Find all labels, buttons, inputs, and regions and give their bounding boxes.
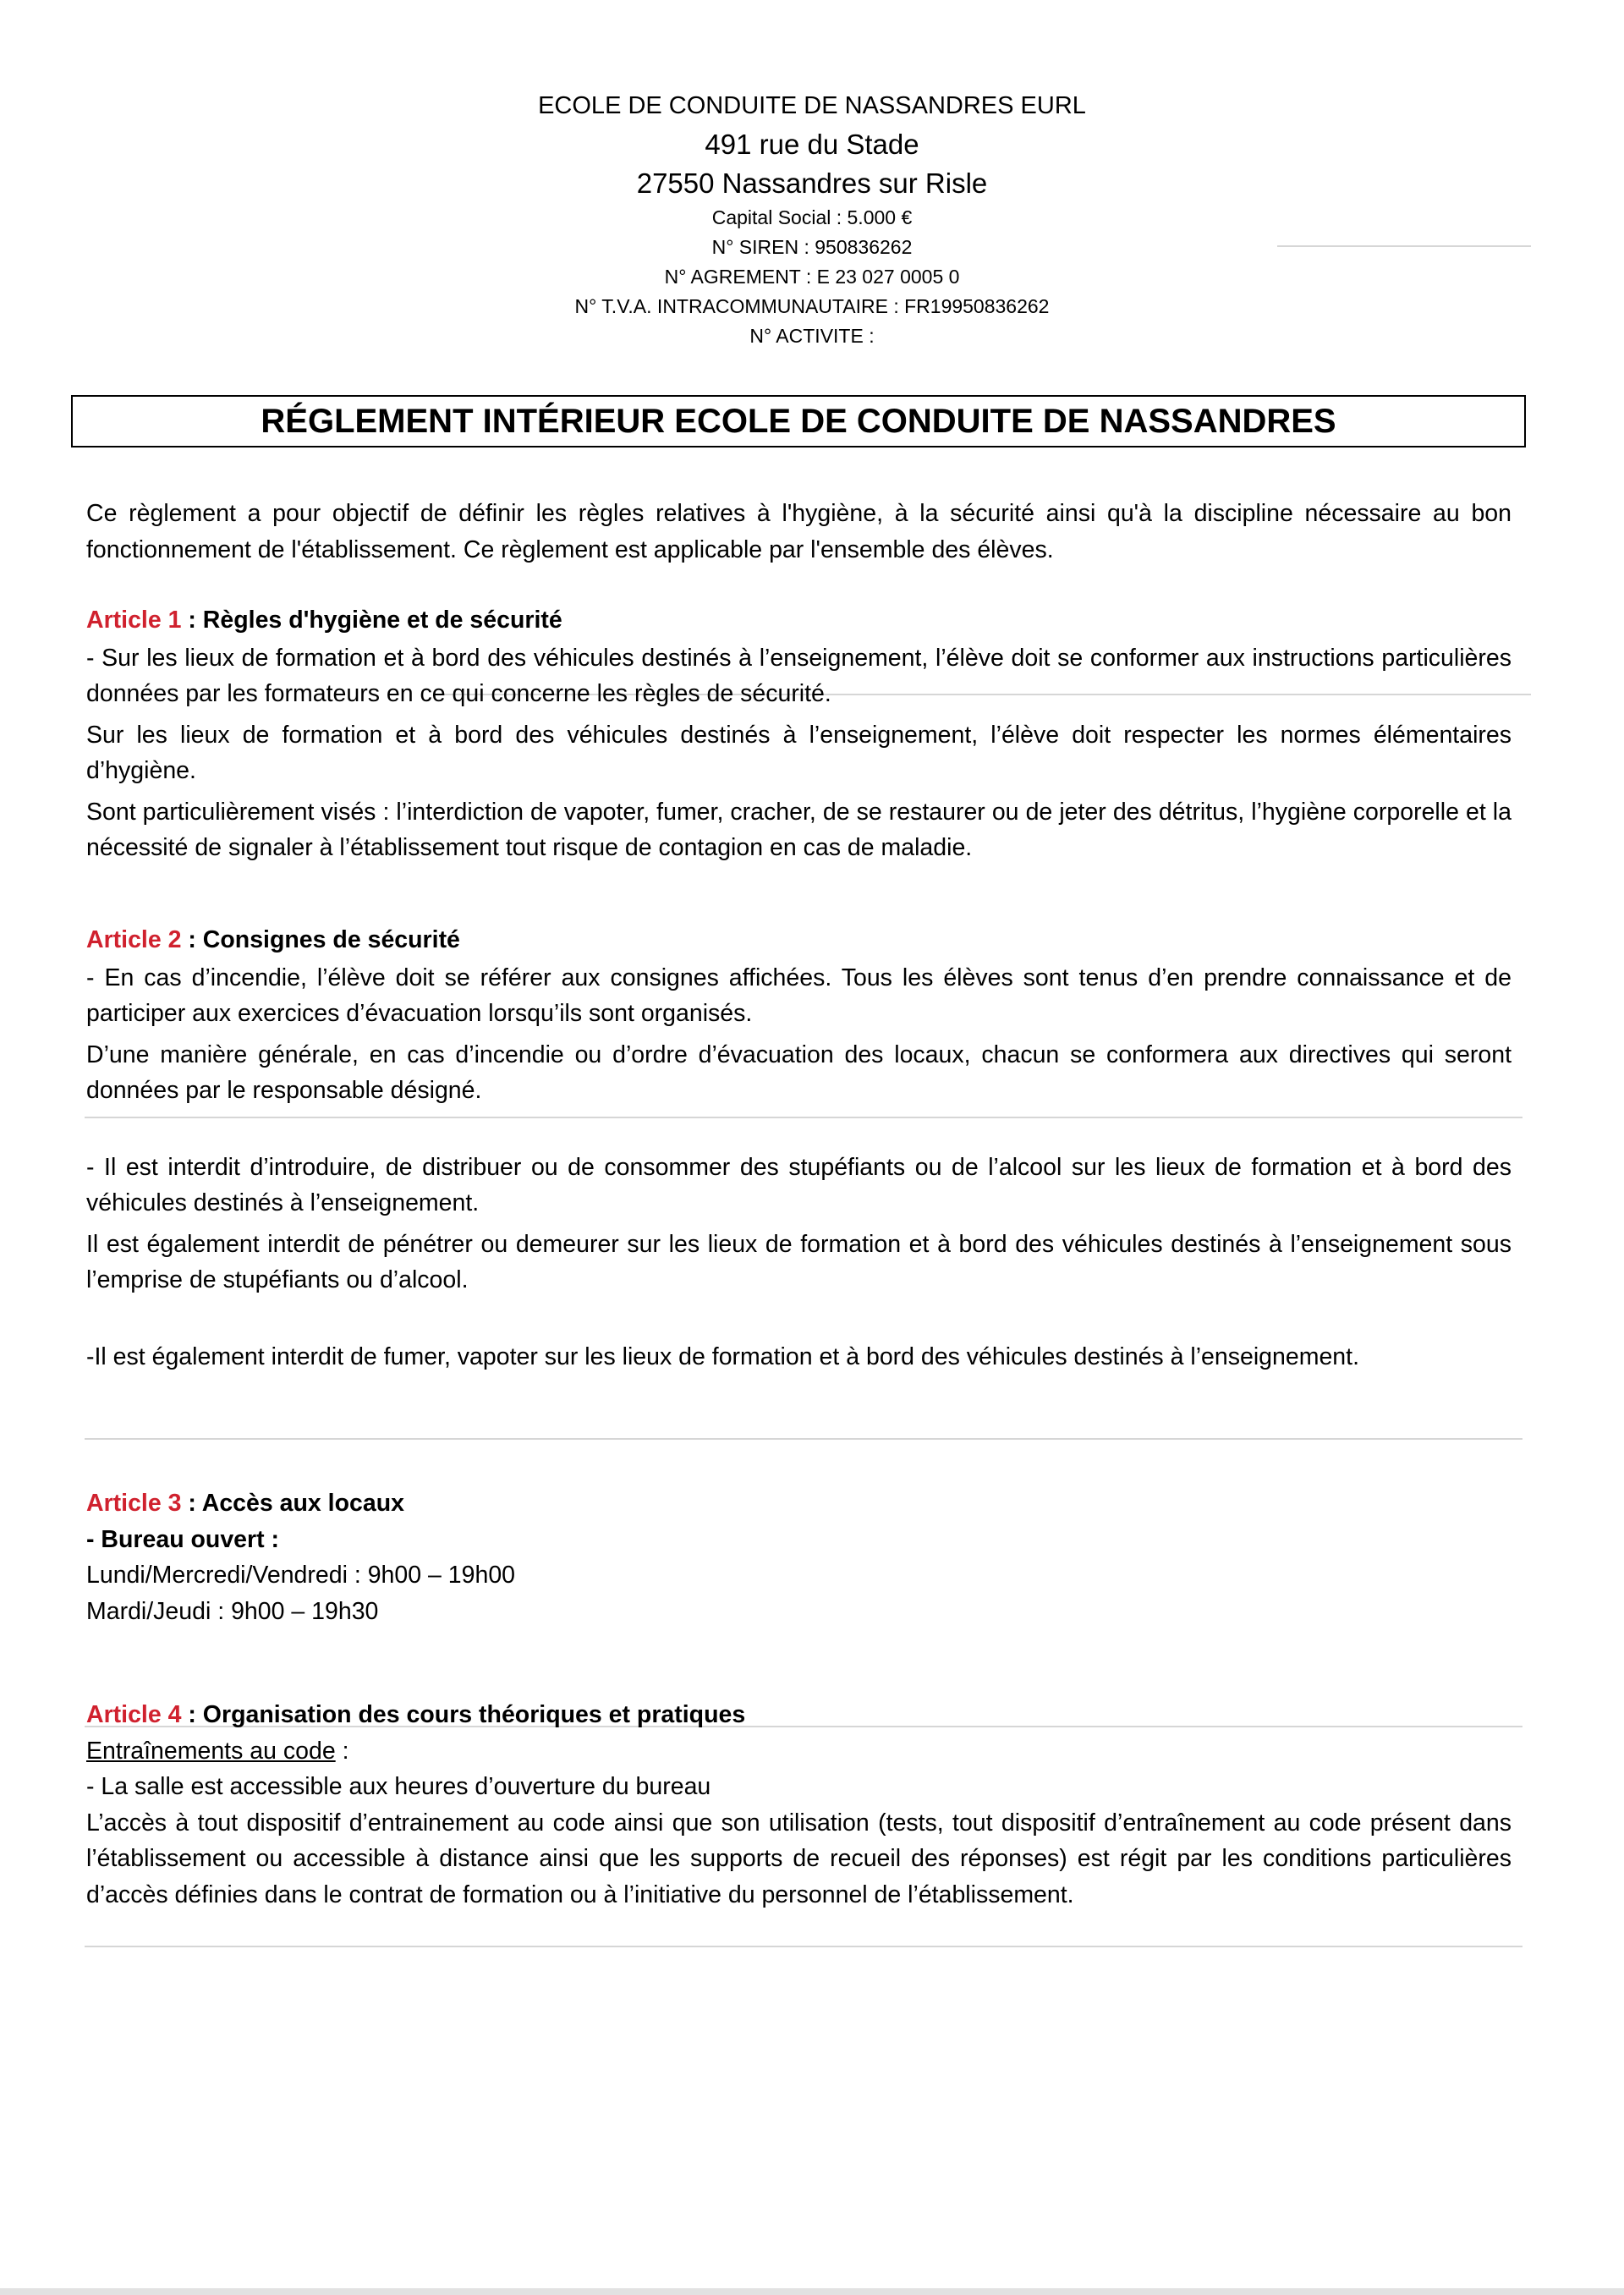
article-4-title: : Organisation des cours théoriques et pratiques	[181, 1701, 746, 1728]
city-address: 27550 Nassandres sur Risle	[636, 167, 988, 199]
article-2-paragraph-5: -Il est également interdit de fumer, vapoter sur les lieux de formation et à bord des véhicules destinés à l’enseignement.	[86, 1342, 1359, 1370]
article-2-title: : Consignes de sécurité	[181, 926, 460, 953]
article-1-paragraph-1: - Sur les lieux de formation et à bord des véhicules destinés à l’enseignement, l’élève doit se conformer aux instructions particulières données par les formateurs en ce qui concerne les règles de sécurité.	[86, 644, 1512, 707]
article-2	[86, 922, 1512, 1375]
article-2-paragraph-1: - En cas d’incendie, l’élève doit se référer aux consignes affichées. Tous les élèves sont tenus d’en prendre connaissance et de participer aux exercices d’évacuation lorsqu’ils sont organisés.	[86, 964, 1512, 1027]
article-4-paragraph-1: - La salle est accessible aux heures d’ouverture du bureau	[86, 1773, 711, 1800]
article-1-paragraph-3: Sont particulièrement visés : l’interdiction de vapoter, fumer, cracher, de se restaurer ou de jeter des détritus, l’hygiène corporelle et la nécessité de signaler à l’établissement tout risque de contagion en cas de maladie.	[86, 798, 1512, 861]
show-through-rule	[85, 1946, 1522, 1947]
article-4	[86, 1697, 1512, 1913]
article-4-number: Article 4	[86, 1701, 182, 1728]
article-1-heading	[86, 602, 1512, 639]
document-title: RÉGLEMENT INTÉRIEUR ECOLE DE CONDUITE DE NASSANDRES	[71, 395, 1526, 447]
article-1-paragraph-2: Sur les lieux de formation et à bord des véhicules destinés à l’enseignement, l’élève doit respecter les normes élémentaires d’hygiène.	[86, 721, 1512, 784]
siren-number: N° SIREN : 950836262	[711, 236, 913, 258]
letterhead	[0, 86, 1624, 351]
agrement-number: N° AGREMENT : E 23 027 0005 0	[664, 266, 960, 288]
bureau-ouvert-label: - Bureau ouvert :	[86, 1525, 280, 1553]
entrainements-code-label: Entraînements au code	[86, 1737, 336, 1765]
article-2-number: Article 2	[86, 926, 182, 953]
article-1-number: Article 1	[86, 607, 182, 634]
article-1	[86, 602, 1512, 866]
article-3	[86, 1485, 1512, 1629]
article-2-paragraph-4: Il est également interdit de pénétrer ou demeurer sur les lieux de formation et à bord des véhicules destinés à l’enseignement sous l’emprise de stupéfiants ou d’alcool.	[86, 1230, 1512, 1293]
article-3-heading	[86, 1485, 1512, 1522]
show-through-rule	[85, 1438, 1522, 1440]
capital-social: Capital Social : 5.000 €	[711, 206, 913, 228]
activite-number: N° ACTIVITE :	[749, 325, 875, 347]
article-3-number: Article 3	[86, 1490, 182, 1517]
article-2-paragraph-2: D’une manière générale, en cas d’incendie ou d’ordre d’évacuation des locaux, chacun se conformera aux directives qui seront données par le responsable désigné.	[86, 1040, 1512, 1104]
company-name: ECOLE DE CONDUITE DE NASSANDRES EURL	[538, 92, 1086, 119]
scan-edge	[0, 2288, 1624, 2295]
article-4-heading	[86, 1697, 1512, 1733]
article-4-paragraph-2: L’accès à tout dispositif d’entrainement au code ainsi que son utilisation (tests, tout dispositif d’entraînement au code présent dans l’établissement ou accessible à distance ainsi que les supports de recueil des réponses) est régit par les conditions particulières d’accès définies dans le contrat de formation ou à l’initiative du personnel de l’établissement.	[86, 1809, 1512, 1908]
article-2-paragraph-3: - Il est interdit d’introduire, de distribuer ou de consommer des stupéfiants ou de l’alcool sur les lieux de formation et à bord des véhicules destinés à l’enseignement.	[86, 1153, 1512, 1216]
article-2-heading	[86, 922, 1512, 958]
article-3-title: : Accès aux locaux	[181, 1490, 404, 1517]
street-address: 491 rue du Stade	[705, 129, 919, 160]
opening-hours-1: Lundi/Mercredi/Vendredi : 9h00 – 19h00	[86, 1562, 516, 1589]
entrainements-code-suffix: :	[335, 1737, 349, 1765]
tva-number: N° T.V.A. INTRACOMMUNAUTAIRE : FR19950836262	[574, 295, 1050, 317]
intro-section	[86, 496, 1512, 568]
opening-hours-2: Mardi/Jeudi : 9h00 – 19h30	[86, 1597, 379, 1625]
entrainements-code-heading	[86, 1733, 1512, 1770]
article-1-title: : Règles d'hygiène et de sécurité	[181, 607, 562, 634]
intro-paragraph: Ce règlement a pour objectif de définir les règles relatives à l'hygiène, à la sécurité ainsi qu'à la discipline nécessaire au bon fonctionnement de l'établissement. Ce règlement est applicable par l'ensemble des élèves.	[86, 500, 1512, 563]
